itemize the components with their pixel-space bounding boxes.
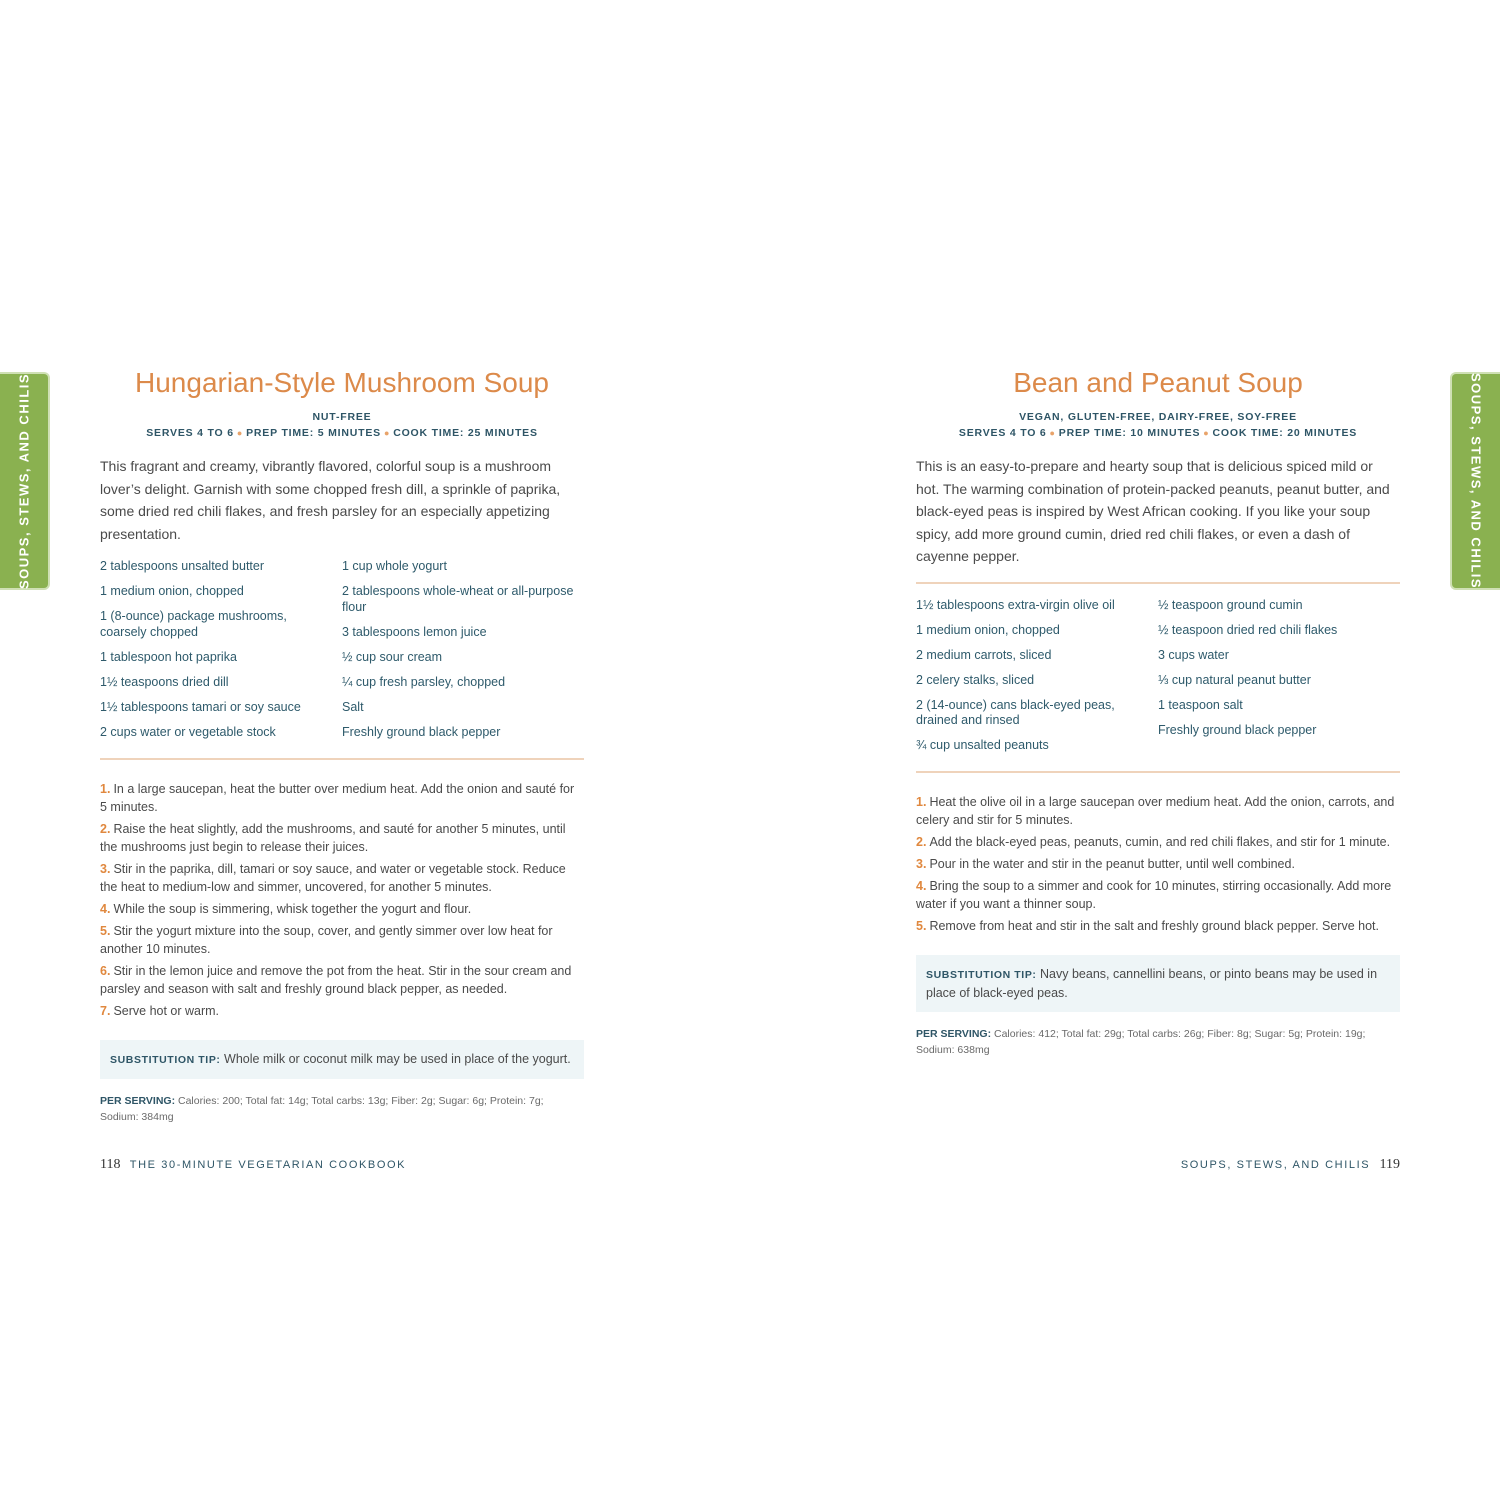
tip-label: SUBSTITUTION TIP:: [926, 969, 1037, 981]
ingredient: 2 medium carrots, sliced: [916, 647, 1052, 662]
step-text: Raise the heat slightly, add the mushrooms, and sauté for another 5 minutes, until the mushrooms just begin to release their juices.: [100, 821, 566, 854]
direction-step: [916, 877, 1400, 913]
ingredient: ½ teaspoon ground cumin: [1158, 597, 1303, 612]
ingredient: 2 (14-ounce) cans black-eyed peas, drained and rinsed: [916, 697, 1115, 727]
step-number: 7.: [100, 1003, 111, 1018]
bullet-dot-icon: ●: [1049, 428, 1056, 438]
step-text: Heat the olive oil in a large saucepan over medium heat. Add the onion, carrots, and celery and stir for 5 minutes.: [916, 795, 1395, 827]
substitution-tip: [916, 955, 1400, 1012]
ingredient: ¾ cup unsalted peanuts: [916, 738, 1049, 752]
step-number: 5.: [916, 919, 927, 933]
ingredient: 1 cup whole yogurt: [342, 559, 447, 573]
recipe-intro: This is an easy-to-prepare and hearty soup that is delicious spiced mild or hot. The warming combination of protein-packed peanuts, peanut butter, and black-eyed peas is inspired by West African cooking. If you like your soup spicy, add more ground cumin, dried red chili flakes, or even a dash of cayenne pepper.: [916, 458, 1390, 564]
ingredients-column-2: [1158, 598, 1400, 764]
diet-tags: VEGAN, GLUTEN-FREE, DAIRY-FREE, SOY-FREE: [1019, 411, 1297, 423]
step-text: Bring the soup to a simmer and cook for 10 minutes, stirring occasionally. Add more water if you want a thinner soup.: [916, 879, 1392, 911]
step-number: 4.: [100, 901, 111, 916]
running-head: THE 30-MINUTE VEGETARIAN COOKBOOK: [129, 1159, 407, 1171]
direction-step: [100, 780, 584, 816]
recipe-content: [916, 366, 1400, 1058]
recipe-title: Hungarian-Style Mushroom Soup: [135, 367, 549, 398]
tip-text: Navy beans, cannellini beans, or pinto beans may be used in place of black-eyed peas.: [926, 967, 1378, 1000]
divider: [100, 758, 584, 760]
nutrition-label: PER SERVING:: [916, 1028, 992, 1040]
step-number: 1.: [916, 795, 927, 809]
direction-step: [916, 793, 1400, 829]
nutrition-info: [916, 1026, 1400, 1058]
step-text: Stir the yogurt mixture into the soup, cover, and gently simmer over low heat for another 10 minutes.: [100, 923, 553, 956]
step-text: Stir in the lemon juice and remove the pot from the heat. Stir in the sour cream and parsley and season with salt and freshly ground black pepper, as needed.: [100, 963, 572, 996]
ingredient: Freshly ground black pepper: [342, 724, 501, 739]
ingredient: 1½ tablespoons extra-virgin olive oil: [916, 597, 1115, 612]
direction-step: [916, 855, 1400, 873]
step-text: Serve hot or warm.: [113, 1003, 220, 1018]
step-text: While the soup is simmering, whisk together the yogurt and flour.: [113, 901, 472, 916]
recipe-intro: This fragrant and creamy, vibrantly flavored, colorful soup is a mushroom lover’s delight. Garnish with some chopped fresh dill, a sprinkle of paprika, some dried red chili flakes, and fresh parsley for an especially appetizing presentation.: [100, 458, 561, 542]
running-head: SOUPS, STEWS, AND CHILIS: [1180, 1159, 1371, 1171]
ingredient: 1 teaspoon salt: [1158, 697, 1243, 712]
tip-label: SUBSTITUTION TIP:: [110, 1053, 221, 1066]
divider: [916, 582, 1400, 584]
nutrition-text: Calories: 200; Total fat: 14g; Total carbs: 13g; Fiber: 2g; Sugar: 6g; Protein: 7g; Sodium: 384mg: [100, 1094, 544, 1123]
nutrition-info: [100, 1093, 584, 1125]
ingredient: 2 tablespoons whole-wheat or all-purpose flour: [342, 584, 574, 614]
ingredient: 2 celery stalks, sliced: [916, 672, 1035, 687]
ingredient: 1 tablespoon hot paprika: [100, 649, 237, 664]
page-number: 119: [1379, 1157, 1400, 1172]
ingredient: 1 medium onion, chopped: [100, 584, 244, 598]
direction-step: [916, 917, 1400, 935]
ingredient: ¼ cup fresh parsley, chopped: [342, 674, 506, 689]
ingredient: Salt: [342, 699, 364, 714]
step-number: 5.: [100, 923, 111, 938]
ingredient: 1 (8-ounce) package mushrooms, coarsely chopped: [100, 609, 287, 639]
prep-time: PREP TIME: 5 MINUTES: [246, 427, 381, 439]
direction-step: [100, 860, 584, 896]
ingredients: [916, 598, 1400, 764]
diet-tags: NUT-FREE: [312, 411, 372, 423]
step-number: 1.: [100, 781, 111, 796]
recipe-title: Bean and Peanut Soup: [1013, 367, 1303, 398]
bullet-dot-icon: ●: [236, 428, 244, 438]
ingredients-column-2: [342, 559, 584, 750]
direction-step: [100, 1002, 584, 1020]
step-text: In a large saucepan, heat the butter over medium heat. Add the onion and sauté for 5 minutes.: [100, 781, 575, 814]
ingredient: 1½ teaspoons dried dill: [100, 674, 229, 689]
nutrition-label: PER SERVING:: [100, 1094, 176, 1107]
serves: SERVES 4 TO 6: [146, 427, 234, 439]
substitution-tip: [100, 1040, 584, 1079]
ingredient: 1 medium onion, chopped: [916, 622, 1060, 637]
ingredient: ⅓ cup natural peanut butter: [1158, 672, 1311, 687]
ingredient: Freshly ground black pepper: [1158, 722, 1317, 737]
step-number: 2.: [100, 821, 111, 836]
step-number: 4.: [916, 879, 927, 893]
directions: [100, 780, 584, 1020]
right-page: [750, 0, 1500, 1500]
bullet-dot-icon: ●: [383, 428, 391, 438]
directions: [916, 793, 1400, 935]
nutrition-text: Calories: 412; Total fat: 29g; Total carbs: 26g; Fiber: 8g; Sugar: 5g; Protein: 19g; Sodium: 638mg: [916, 1028, 1366, 1056]
serves: SERVES 4 TO 6: [958, 427, 1047, 439]
step-text: Pour in the water and stir in the peanut butter, until well combined.: [929, 857, 1295, 871]
chapter-tab-label: SOUPS, STEWS, AND CHILIS: [16, 372, 32, 590]
step-text: Remove from heat and stir in the salt and freshly ground black pepper. Serve hot.: [929, 919, 1379, 933]
direction-step: [100, 922, 584, 958]
recipe-meta: [916, 425, 1400, 441]
page-footer: [1181, 1157, 1400, 1173]
step-number: 3.: [916, 857, 927, 871]
ingredients-column-1: [916, 598, 1158, 764]
direction-step: [916, 833, 1400, 851]
tip-text: Whole milk or coconut milk may be used in place of the yogurt.: [224, 1051, 571, 1066]
ingredient: 2 cups water or vegetable stock: [100, 724, 276, 739]
direction-step: [100, 820, 584, 856]
ingredients: [100, 559, 584, 750]
divider: [916, 771, 1400, 773]
recipe-meta: [100, 425, 584, 441]
ingredients-column-1: [100, 559, 342, 750]
ingredient: 3 tablespoons lemon juice: [342, 624, 487, 639]
prep-time: PREP TIME: 10 MINUTES: [1058, 427, 1201, 439]
ingredient: ½ teaspoon dried red chili flakes: [1158, 622, 1338, 637]
ingredient: 1½ tablespoons tamari or soy sauce: [100, 699, 301, 714]
direction-step: [100, 900, 584, 918]
chapter-tab: [0, 372, 50, 590]
step-number: 6.: [100, 963, 111, 978]
ingredient: 3 cups water: [1158, 647, 1229, 662]
step-text: Stir in the paprika, dill, tamari or soy sauce, and water or vegetable stock. Reduce the heat to medium-low and simmer, uncovered, for another 5 minutes.: [100, 861, 566, 894]
page-number: 118: [100, 1157, 121, 1172]
chapter-tab: [1450, 372, 1500, 590]
step-text: Add the black-eyed peas, peanuts, cumin, and red chili flakes, and stir for 1 minute.: [929, 835, 1391, 849]
bullet-dot-icon: ●: [1203, 428, 1210, 438]
direction-step: [100, 962, 584, 998]
recipe-content: [100, 366, 584, 1125]
cook-time: COOK TIME: 25 MINUTES: [393, 427, 538, 439]
page-footer: [100, 1157, 406, 1173]
step-number: 2.: [916, 835, 927, 849]
ingredient: ½ cup sour cream: [342, 649, 443, 664]
step-number: 3.: [100, 861, 111, 876]
cook-time: COOK TIME: 20 MINUTES: [1212, 427, 1358, 439]
ingredient: 2 tablespoons unsalted butter: [100, 559, 265, 573]
chapter-tab-label: SOUPS, STEWS, AND CHILIS: [1468, 372, 1484, 590]
